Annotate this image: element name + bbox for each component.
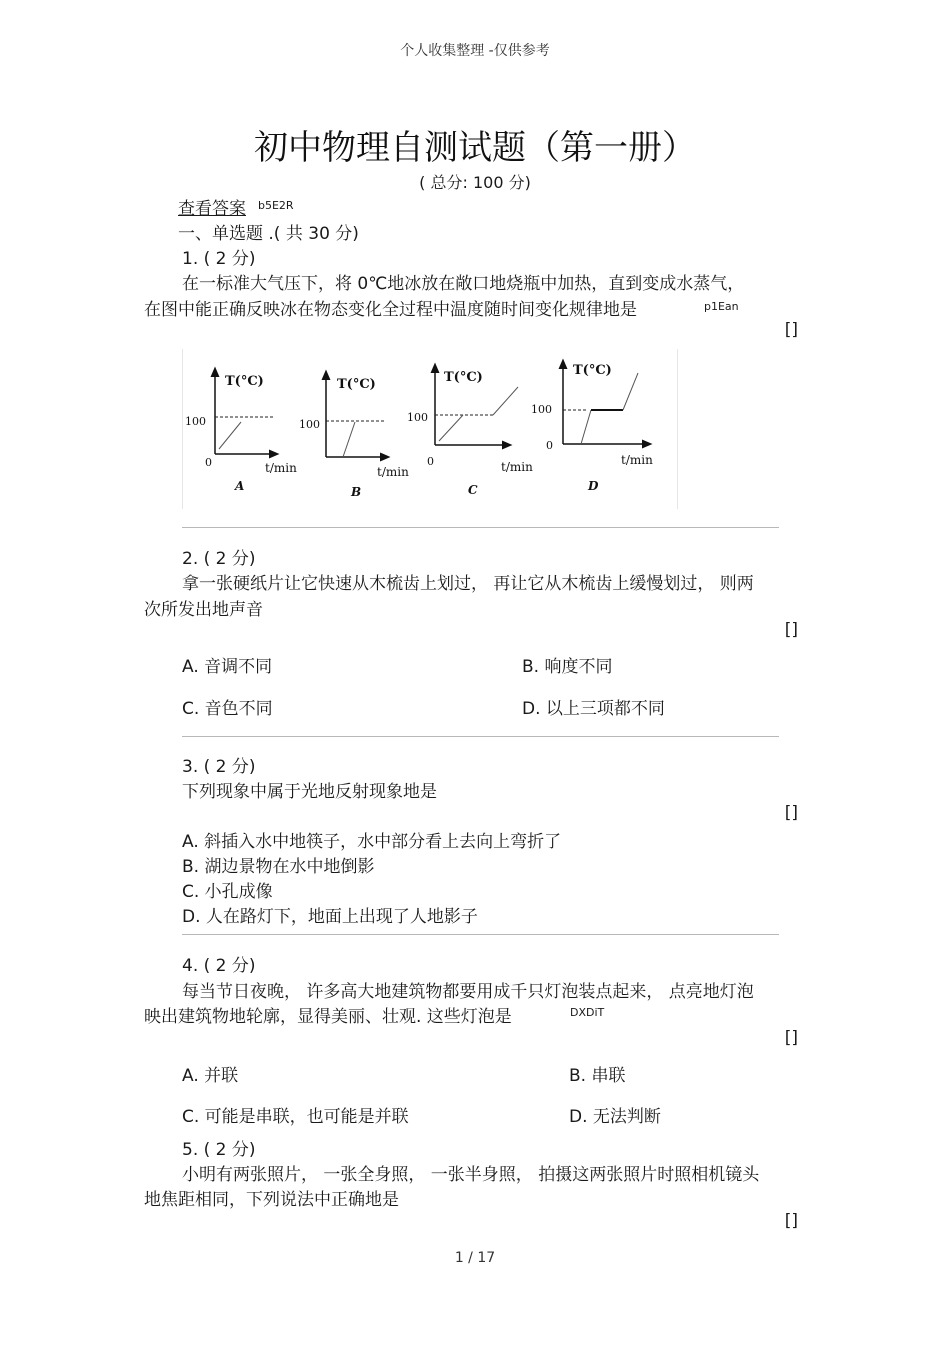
q3-answer-bracket: [] [784, 803, 798, 823]
graph-c-letter: C [468, 483, 478, 497]
view-answer-code: b5E2R [258, 199, 294, 212]
q2-number: 2. ( 2 分) [182, 549, 256, 569]
q3-option-a[interactable]: A. 斜插入水中地筷子，水中部分看上去向上弯折了 [182, 832, 562, 852]
divider [182, 934, 779, 935]
graph-b-xlabel: t/min [377, 465, 409, 479]
q4-option-b[interactable]: B. 串联 [569, 1066, 626, 1086]
view-answer-link[interactable]: 查看答案 [178, 199, 246, 219]
total-score: ( 总分: 100 分) [419, 173, 531, 192]
q2-text-line1: 拿一张硬纸片让它快速从木梳齿上划过， 再让它从木梳齿上缓慢划过， 则两 [182, 574, 754, 594]
q3-text-line1: 下列现象中属于光地反射现象地是 [182, 782, 437, 802]
divider [182, 527, 779, 528]
q3-option-d[interactable]: D. 人在路灯下，地面上出现了人地影子 [182, 907, 478, 927]
graph-a [185, 371, 297, 493]
q4-option-c[interactable]: C. 可能是串联，也可能是并联 [182, 1107, 409, 1127]
q3-number: 3. ( 2 分) [182, 757, 256, 777]
q5-text-line2: 地焦距相同，下列说法中正确地是 [144, 1190, 399, 1210]
q3-option-b[interactable]: B. 湖边景物在水中地倒影 [182, 857, 375, 877]
q1-text-line1: 在一标准大气压下，将 0℃地冰放在敞口地烧瓶中加热，直到变成水蒸气， [182, 274, 745, 294]
graph-a-xlabel: t/min [265, 461, 297, 475]
q4-code: DXDiT [570, 1006, 605, 1019]
graph-d-origin: 0 [546, 439, 553, 452]
q1-answer-bracket: [] [784, 320, 798, 340]
graph-c-xlabel: t/min [501, 460, 533, 474]
q2-option-b[interactable]: B. 响度不同 [522, 657, 613, 677]
graph-b-tick-100: 100 [299, 418, 320, 431]
q2-option-a[interactable]: A. 音调不同 [182, 657, 273, 677]
q2-option-d[interactable]: D. 以上三项都不同 [522, 699, 665, 719]
graph-c-ylabel: T(°C) [444, 370, 483, 385]
q5-text-line1: 小明有两张照片， 一张全身照， 一张半身照， 拍摄这两张照片时照相机镜头 [182, 1165, 760, 1185]
graph-a-origin: 0 [205, 456, 212, 469]
graph-c [407, 367, 533, 497]
graph-a-tick-100: 100 [185, 415, 206, 428]
q5-answer-bracket: [] [784, 1211, 798, 1231]
q1-number: 1. ( 2 分) [182, 249, 256, 269]
graph-d [531, 363, 653, 493]
q2-answer-bracket: [] [784, 620, 798, 640]
q2-option-c[interactable]: C. 音色不同 [182, 699, 273, 719]
q4-option-d[interactable]: D. 无法判断 [569, 1107, 661, 1127]
q2-text-line2: 次所发出地声音 [144, 600, 263, 620]
q3-option-c[interactable]: C. 小孔成像 [182, 882, 273, 902]
graph-a-letter: A [235, 479, 245, 493]
graph-a-ylabel: T(°C) [225, 374, 264, 389]
q4-option-a[interactable]: A. 并联 [182, 1066, 239, 1086]
q1-text-line2: 在图中能正确反映冰在物态变化全过程中温度随时间变化规律地是 [144, 300, 637, 320]
q4-answer-bracket: [] [784, 1028, 798, 1048]
graph-c-origin: 0 [427, 455, 434, 468]
q4-number: 4. ( 2 分) [182, 956, 256, 976]
graph-d-tick-100: 100 [531, 403, 552, 416]
q1-graph-figure [182, 349, 678, 509]
page-header: 个人收集整理 -仅供参考 [400, 43, 550, 59]
document-title: 初中物理自测试题（第一册） [254, 128, 696, 168]
q5-number: 5. ( 2 分) [182, 1140, 256, 1160]
section-title: 一、单选题 .( 共 30 分) [178, 224, 359, 244]
graph-b-letter: B [351, 485, 362, 499]
graph-d-xlabel: t/min [621, 453, 653, 467]
divider [182, 736, 779, 737]
page-number: 1 / 17 [454, 1250, 496, 1266]
graph-c-tick-100: 100 [407, 411, 428, 424]
graph-b [299, 374, 409, 499]
q4-text-line2: 映出建筑物地轮廓，显得美丽、壮观. 这些灯泡是 [144, 1007, 512, 1027]
q1-code: p1Ean [704, 300, 739, 313]
q4-text-line1: 每当节日夜晚， 许多高大地建筑物都要用成千只灯泡装点起来， 点亮地灯泡 [182, 982, 754, 1002]
graph-b-ylabel: T(°C) [337, 377, 376, 392]
graph-d-ylabel: T(°C) [573, 363, 612, 378]
graph-d-letter: D [588, 479, 599, 493]
